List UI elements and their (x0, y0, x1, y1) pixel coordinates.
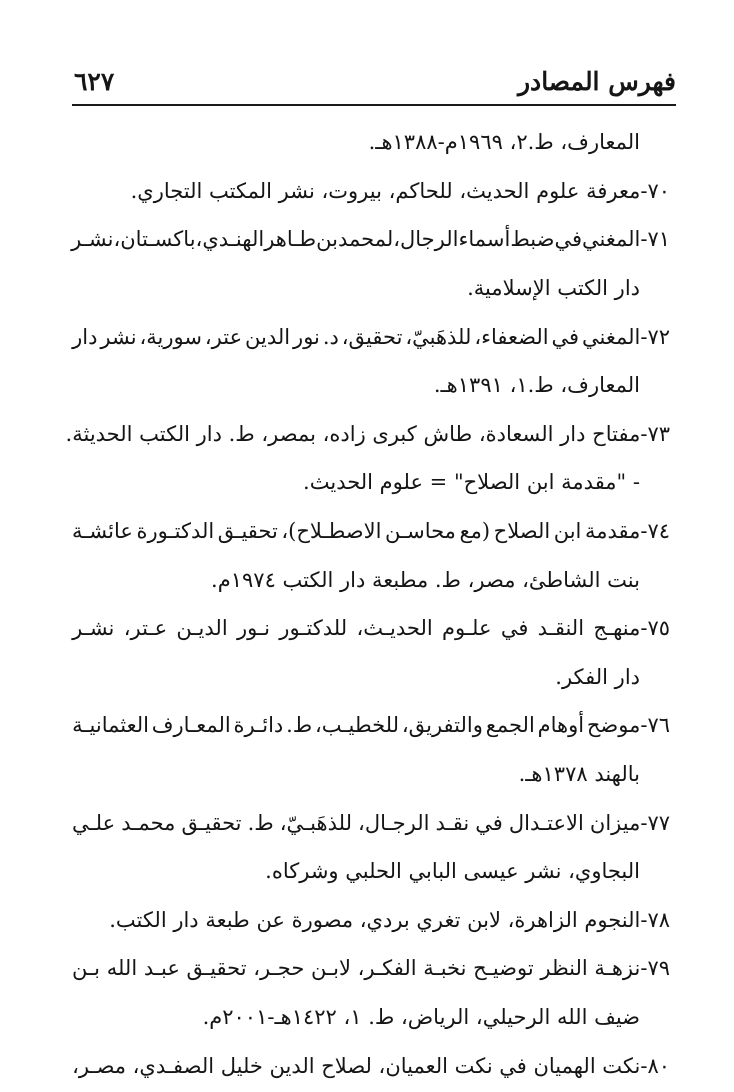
word: أوهام (537, 713, 585, 738)
word: الله (106, 956, 138, 981)
word: ٧٤-مقدمة (584, 519, 670, 544)
word: سورية، (139, 324, 202, 349)
word: لصلاح (321, 1053, 372, 1078)
word: للذهَبـيّ، (279, 810, 352, 835)
word: العثمانيـة (72, 713, 149, 738)
word: الحديـث، (356, 616, 433, 641)
word: ٧٢-المغني (581, 324, 670, 349)
bibliography-line (72, 507, 670, 556)
word: ابن (553, 519, 582, 544)
word: الرجال، (393, 227, 459, 252)
bibliography-line (72, 1041, 670, 1090)
word: الدكتـورة (136, 519, 215, 544)
bibliography-line: بالهند ١٣٧٨هـ. (518, 762, 640, 787)
bibliography-line: بنت الشاطئ، مصر، ط. مطبعة دار الكتب ١٩٧٤م. (211, 567, 640, 592)
word: علـي (72, 810, 116, 835)
bibliography-line (72, 944, 670, 993)
bibliography-line: - "مقدمة ابن الصلاح" = علوم الحديث. (303, 470, 640, 495)
word: دائـرة (233, 713, 284, 738)
word: في (499, 1053, 527, 1078)
bibliography-line: ٧٣-مفتاح دار السعادة، طاش كبرى زاده، بمصر، ط. دار الكتب الحديثة. (65, 421, 670, 446)
word: الصفـدي، (132, 1053, 215, 1078)
word: ٧٥-منهـج (593, 616, 670, 641)
word: مصـر، (72, 1053, 127, 1078)
bibliography-line: المعارف، ط.٢، ١٩٦٩م-١٣٨٨هـ. (368, 130, 640, 155)
word: في (475, 810, 503, 835)
running-title: فهرس المصادر (517, 67, 676, 96)
bibliography-line: ٧٨-النجوم الزاهرة، لابن تغري بردي، مصورة عن طبعة دار الكتب. (109, 907, 670, 932)
word: في (554, 227, 582, 252)
word: والتفريق، (401, 713, 483, 738)
word: العميان، (378, 1053, 448, 1078)
word: الرجـال، (358, 810, 430, 835)
word: ٧٩-نزهـة (594, 956, 670, 981)
bibliography-line (72, 215, 670, 264)
bibliography-line: دار الفكر. (555, 664, 640, 689)
word: خليل (220, 1053, 263, 1078)
word: في (500, 616, 529, 641)
word: لمحمد (337, 227, 394, 252)
word: الهميان (533, 1053, 596, 1078)
word: للدكتـور (279, 616, 348, 641)
word: تحقيـق (217, 519, 278, 544)
word: د. (322, 324, 339, 349)
page-number: ٦٢٧ (74, 67, 115, 96)
word: باكسـتان، (113, 227, 196, 252)
page-header (74, 58, 676, 98)
word: توضيـح (473, 956, 534, 981)
word: نـور (236, 616, 270, 641)
word: نكت (454, 1053, 493, 1078)
word: نشـر (71, 227, 114, 252)
word: نخبـة (423, 956, 467, 981)
bibliography-line: ضيف الله الرحيلي، الرياض، ط. ١، ١٤٢٢هـ-٢٠٠١م. (202, 1004, 640, 1029)
word: نور (293, 324, 320, 349)
word: الديـن (176, 616, 228, 641)
word: الجمع (485, 713, 535, 738)
word: النقـد (537, 616, 585, 641)
bibliography-line (72, 798, 670, 847)
word: (مع (459, 519, 491, 544)
word: عتر، (204, 324, 243, 349)
bibliography-line: المعارف، ط.١، ١٣٩١هـ. (433, 373, 640, 398)
word: ٧١-المغني (581, 227, 670, 252)
word: أسماء (458, 227, 511, 252)
word: ط. (247, 810, 274, 835)
word: عـتر، (123, 616, 168, 641)
word: بن (316, 227, 338, 252)
word: عبـد (143, 956, 180, 981)
word: عائشـة (72, 519, 133, 544)
word: الدين (269, 1053, 315, 1078)
word: الاصطـلاح)، (281, 519, 382, 544)
bibliography-line (72, 701, 670, 750)
word: الهنـدي، (195, 227, 265, 252)
word: للذهَبيّ، (405, 324, 472, 349)
word: تحقيـق (186, 956, 247, 981)
word: الضعفاء، (474, 324, 549, 349)
word: ط. (286, 713, 313, 738)
word: علـوم (442, 616, 492, 641)
word: ٧٧-ميزان (589, 810, 670, 835)
word: الدين (245, 324, 291, 349)
word: دار (72, 324, 98, 349)
bibliography-list (65, 118, 670, 1090)
word: النظر (540, 956, 588, 981)
header-rule (72, 104, 676, 106)
bibliography-line: البجاوي، نشر عيسى البابي الحلبي وشركاه. (265, 859, 640, 884)
word: ٨٠-نكت (602, 1053, 670, 1078)
word: في (551, 324, 580, 349)
word: تحقيق، (341, 324, 403, 349)
word: بـن (72, 956, 101, 981)
word: الاعتـدال (508, 810, 584, 835)
word: محاسـن (384, 519, 456, 544)
word: نشر (100, 324, 137, 349)
word: تحقيـق (181, 810, 242, 835)
word: لابـن (310, 956, 351, 981)
word: محمـد (121, 810, 176, 835)
word: المعـارف (151, 713, 231, 738)
word: حجـر، (253, 956, 305, 981)
word: ٧٦-موضح (586, 713, 670, 738)
bibliography-line: ٧٠-معرفة علوم الحديث، للحاكم، بيروت، نشر المكتب التجاري. (130, 178, 670, 203)
word: طـاهر (264, 227, 317, 252)
word: نقـد (435, 810, 470, 835)
bibliography-line: دار الكتب الإسلامية. (467, 276, 640, 301)
word: نشـر (72, 616, 115, 641)
word: للخطيـب، (315, 713, 400, 738)
word: الصلاح (493, 519, 551, 544)
bibliography-line (72, 604, 670, 653)
bibliography-line (72, 312, 670, 361)
word: ضبط (510, 227, 555, 252)
word: الفكـر، (357, 956, 417, 981)
